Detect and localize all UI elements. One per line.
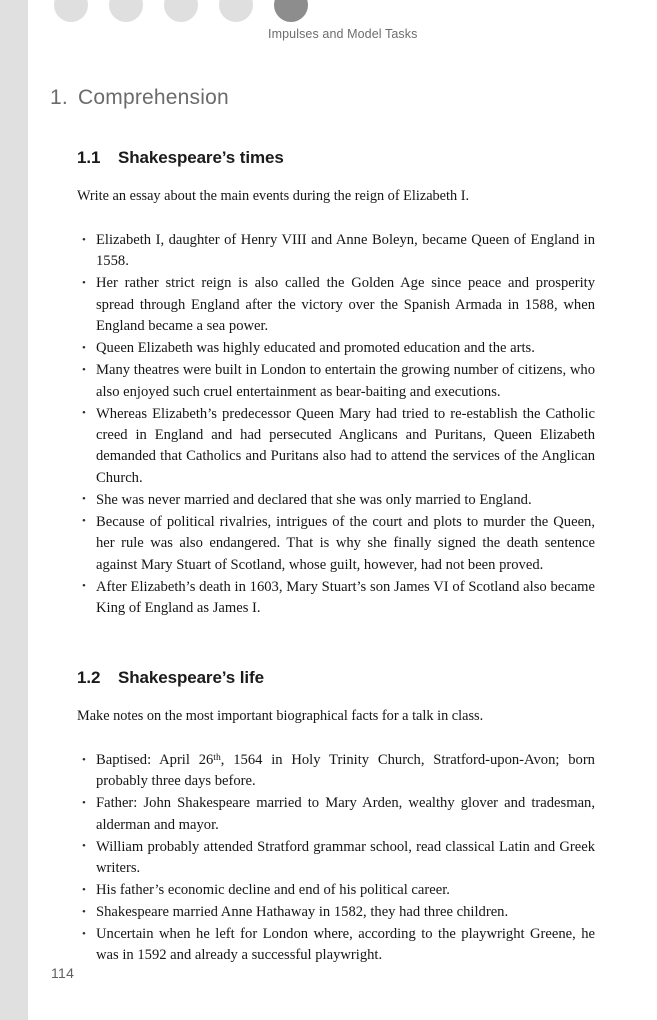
- section-1-1-bullet-list: [77, 230, 595, 619]
- section-1-1-heading: [77, 148, 595, 168]
- section-1-1-title: Shakespeare’s times: [118, 148, 284, 167]
- chapter-title-text: Comprehension: [78, 86, 229, 109]
- page-number: 114: [51, 965, 75, 981]
- bullet-item: • Queen Elizabeth was highly educated and promoted education and the arts.: [77, 338, 595, 359]
- chapter-dot-4: [219, 0, 253, 22]
- bullet-item: • Elizabeth I, daughter of Henry VIII and Anne Boleyn, became Queen of England in 1558.: [77, 230, 595, 273]
- section-1-2-bullet-list: [77, 750, 595, 967]
- section-1-2-instruction: Make notes on the most important biographical facts for a talk in class.: [77, 708, 484, 724]
- chapter-dot-3: [164, 0, 198, 22]
- section-1-1: [77, 148, 595, 620]
- chapter-title: [50, 86, 610, 110]
- bullet-item: • Her rather strict reign is also called the Golden Age since peace and prosperity spread through England after the victory over the Spanish Armada in 1588, when England became a sea power.: [77, 273, 595, 337]
- bullet-item: • Many theatres were built in London to entertain the growing number of citizens, who also enjoyed such cruel entertainment as bear-baiting and executions.: [77, 360, 595, 403]
- bullet-item: • His father’s economic decline and end of his political career.: [77, 880, 595, 901]
- left-margin-bar: [0, 0, 28, 1020]
- chapter-dot-5: [274, 0, 308, 22]
- section-1-1-number: 1.1: [77, 148, 101, 167]
- running-header-label: Impulses and Model Tasks: [268, 27, 418, 41]
- bullet-item: • Shakespeare married Anne Hathaway in 1582, they had three children.: [77, 902, 595, 923]
- running-header: [0, 0, 657, 60]
- bullet-item: • Uncertain when he left for London where, according to the playwright Greene, he was in 1592 and already a successful playwright.: [77, 924, 595, 967]
- chapter-number: 1.: [50, 86, 68, 109]
- bullet-item: • After Elizabeth’s death in 1603, Mary Stuart’s son James VI of Scotland also became King of England as James I.: [77, 577, 595, 620]
- section-1-2-heading: [77, 668, 595, 688]
- section-1-1-instruction: Write an essay about the main events during the reign of Elizabeth I.: [77, 188, 470, 204]
- bullet-item: • Because of political rivalries, intrigues of the court and plots to murder the Queen, her rule was also endangered. That is why she finally signed the death sentence against Mary Stuart of Scotland, whose guilt, however, had not been proved.: [77, 512, 595, 576]
- bullet-item: • William probably attended Stratford grammar school, read classical Latin and Greek writers.: [77, 837, 595, 880]
- section-1-2-number: 1.2: [77, 668, 101, 687]
- bullet-item: • Father: John Shakespeare married to Mary Arden, wealthy glover and tradesman, alderman and mayor.: [77, 793, 595, 836]
- chapter-dot-indicator: [54, 0, 308, 22]
- bullet-item: • Whereas Elizabeth’s predecessor Queen Mary had tried to re-establish the Catholic creed in England and had persecuted Anglicans and Puritans, Queen Elizabeth demanded that Catholics and Puritans also had to attend the services of the Anglican Church.: [77, 404, 595, 490]
- section-1-2-title: Shakespeare’s life: [118, 668, 264, 687]
- bullet-item: • Baptised: April 26th, 1564 in Holy Trinity Church, Stratford-upon-Avon; born probably three days before.: [77, 750, 595, 793]
- chapter-dot-2: [109, 0, 143, 22]
- bullet-item: • She was never married and declared that she was only married to England.: [77, 490, 595, 511]
- chapter-dot-1: [54, 0, 88, 22]
- section-1-2: [77, 668, 595, 967]
